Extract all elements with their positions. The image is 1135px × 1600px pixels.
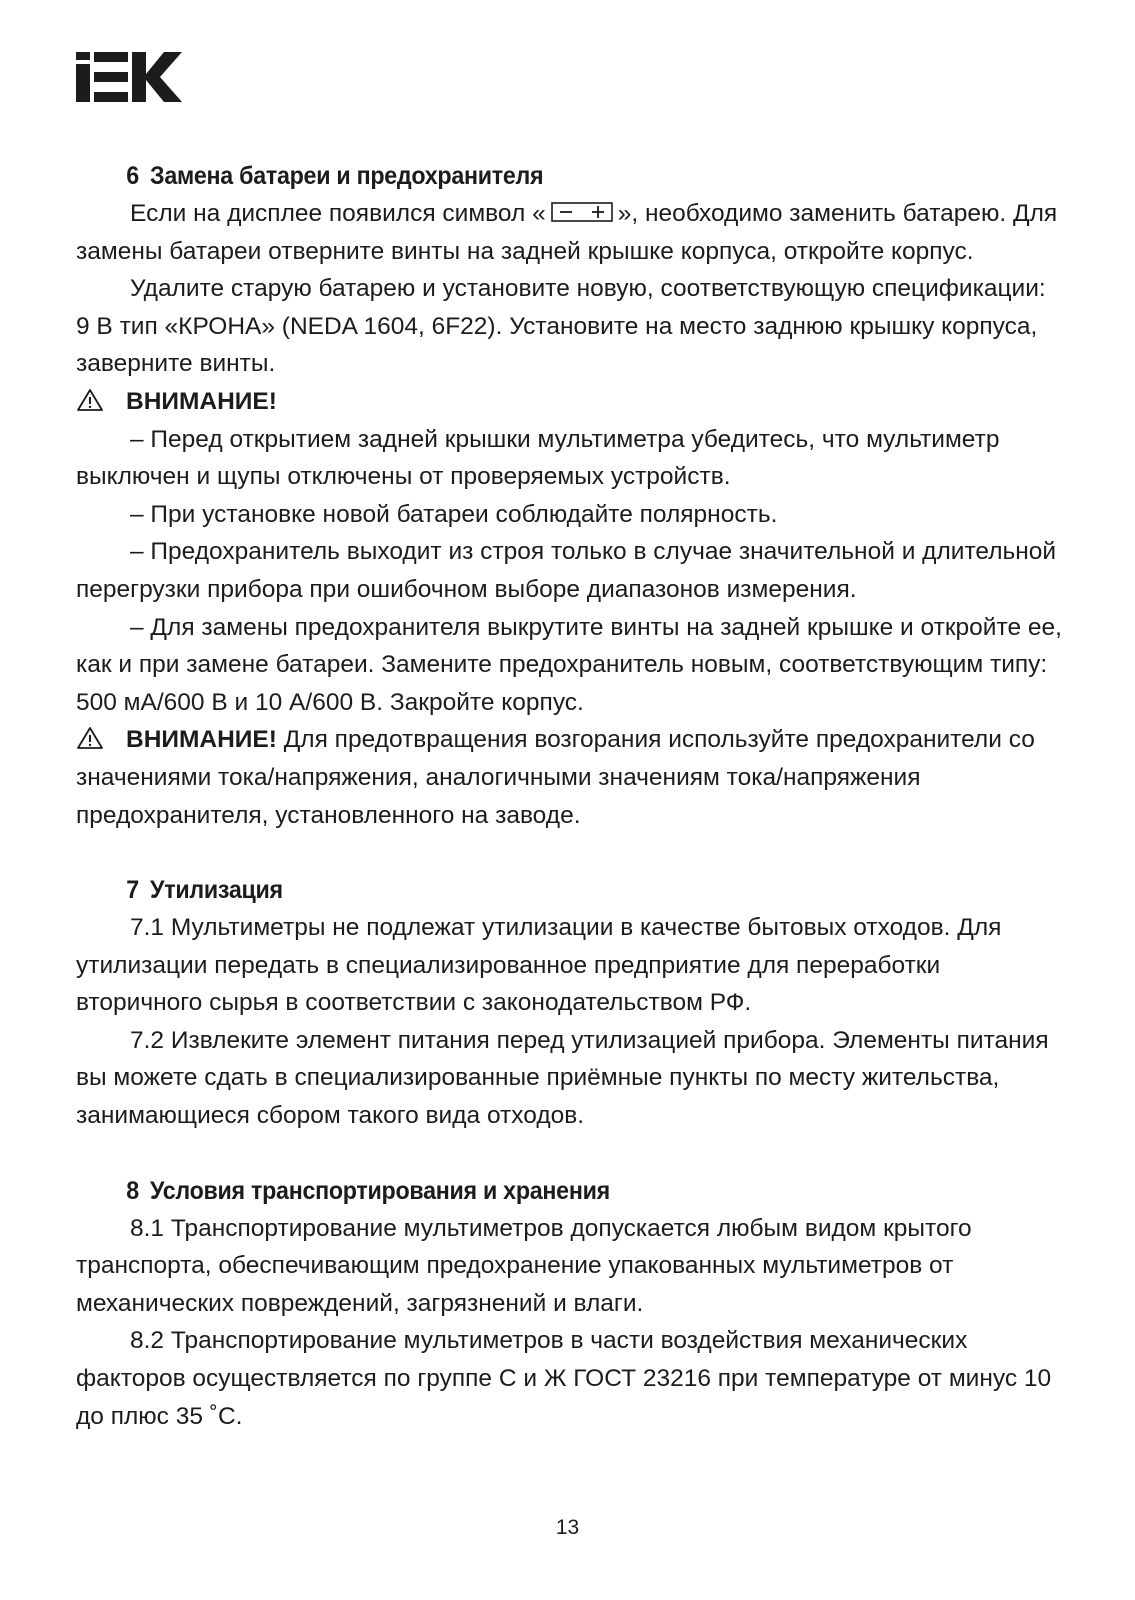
page-content [76, 157, 1066, 1435]
page-number: 13 [555, 1516, 580, 1539]
transport-paragraph-2: 8.2 Транспортирование мультиметров в части воздействия механических факторов осуществляется по группе С и Ж ГОСТ 23216 при температуре от минус 10 до плюс 35 ˚С. [76, 1327, 1052, 1430]
battery-text-before: Если на дисплее появился символ « [130, 200, 546, 227]
warning-1-label: ВНИМАНИЕ! [126, 387, 277, 415]
section-8-heading [76, 1172, 997, 1210]
battery-text-after: », необходимо заменить батарею. Для замены батареи отверните винты на задней крышке корпуса, откройте корпус. [76, 200, 1058, 265]
section-6-heading [76, 157, 997, 195]
warning-triangle-icon [76, 388, 104, 412]
disposal-paragraph-2: 7.2 Извлеките элемент питания перед утилизацией прибора. Элементы питания вы можете сдать в специализированные приёмные пункты по месту жительства, занимающиеся сбором такого вида отходов. [76, 1026, 1049, 1130]
warning-item-2: – При установке новой батареи соблюдайте полярность. [130, 500, 778, 528]
warning-item-1: – Перед открытием задней крышки мультиметра убедитесь, что мультиметр выключен и щупы отключены от проверяемых устройств. [76, 425, 1000, 491]
warning-item-3: – Предохранитель выходит из строя только в случае значительной и длительной перегрузки прибора при ошибочном выборе диапазонов измерения. [76, 538, 1057, 603]
warning-2-text: Для предотвращения возгорания используйте предохранители со значениями тока/напряжения, аналогичными значениям тока/напряжения предохранителя, установленного на заводе. [76, 726, 1035, 829]
iek-logo [76, 52, 182, 102]
battery-replace-paragraph [76, 195, 1066, 270]
section-6-number: 6 [126, 162, 139, 190]
section-7-title: Утилизация [150, 876, 283, 905]
battery-icon [550, 201, 614, 223]
section-7-heading [76, 871, 997, 909]
warning-1 [76, 383, 1066, 421]
battery-spec-paragraph: Удалите старую батарею и установите новую, соответствующую спецификации: 9 В тип «КРОНА» (NEDA 1604, 6F22). Установите на место заднюю крышку корпуса, заверните винты. [76, 275, 1046, 378]
section-8-title: Условия транспортирования и хранения [150, 1176, 610, 1205]
warning-triangle-icon [76, 726, 104, 750]
warning-2 [76, 721, 1066, 834]
warning-item-4: – Для замены предохранителя выкрутите винты на задней крышке и откройте ее, как и при замене батареи. Замените предохранитель новым, соответствующим типу: 500 мА/600 В и 10 А/600 В. Закройте корпус. [76, 613, 1062, 716]
section-7-number: 7 [126, 876, 139, 905]
section-8-number: 8 [126, 1176, 139, 1205]
transport-paragraph-1: 8.1 Транспортирование мультиметров допускается любым видом крытого транспорта, обеспечивающим предохранение упакованных мультиметров от механических повреждений, загрязнений и влаги. [76, 1214, 972, 1317]
warning-2-label: ВНИМАНИЕ! [126, 726, 277, 754]
disposal-paragraph-1: 7.1 Мультиметры не подлежат утилизации в качестве бытовых отходов. Для утилизации передать в специализированное предприятие для переработки вторичного сырья в соответствии с законодательством РФ. [76, 914, 1002, 1017]
section-6-title: Замена батареи и предохранителя [150, 162, 544, 190]
